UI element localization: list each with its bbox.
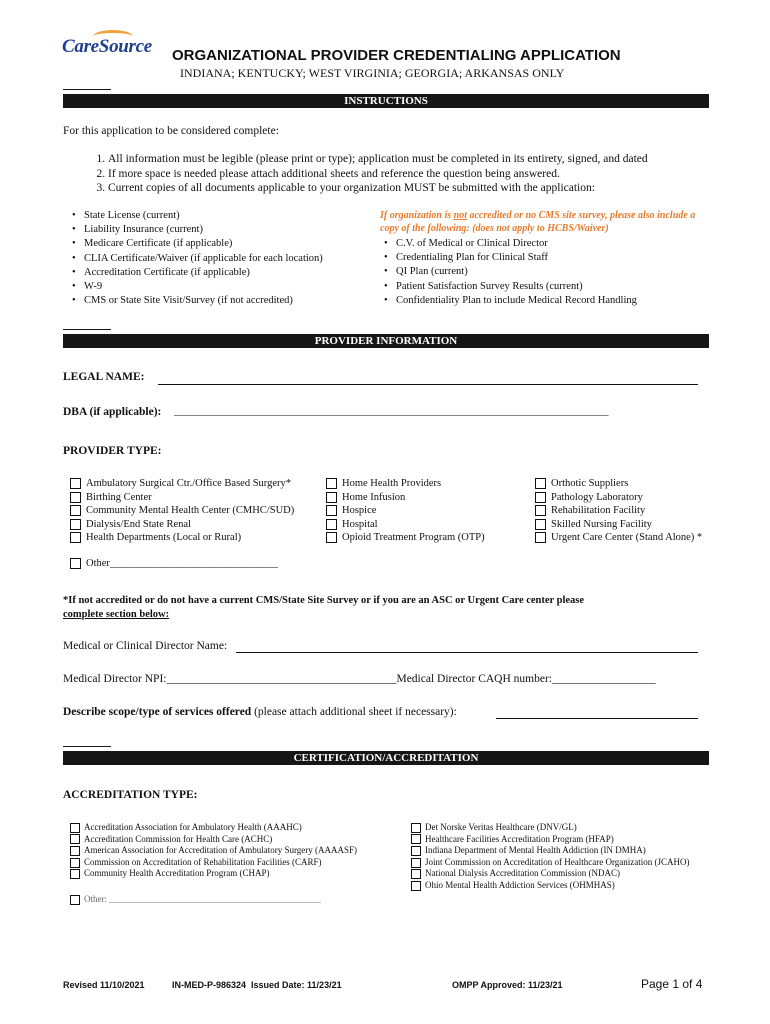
instruction-step: 3. Current copies of all documents applicable to your organization MUST be submitted with the application: bbox=[108, 181, 648, 196]
accreditation-option[interactable] bbox=[70, 857, 357, 869]
page-number: Page 1 of 4 bbox=[641, 977, 703, 991]
provider-type-option[interactable] bbox=[326, 531, 485, 545]
option-label: Accreditation Commission for Health Care (ACHC) bbox=[84, 833, 273, 844]
option-label: Pathology Laboratory bbox=[551, 491, 643, 503]
list-item: • W-9 bbox=[84, 280, 323, 294]
checkbox-icon[interactable] bbox=[326, 505, 337, 516]
provider-type-other bbox=[70, 557, 278, 571]
checkbox-icon[interactable] bbox=[70, 505, 81, 516]
provider-type-option[interactable] bbox=[70, 504, 294, 518]
accreditation-option[interactable] bbox=[411, 880, 690, 892]
accreditation-option[interactable] bbox=[70, 834, 357, 846]
legal-name-label: LEGAL NAME: bbox=[63, 371, 145, 383]
page-title: ORGANIZATIONAL PROVIDER CREDENTIALING APPLICATION bbox=[172, 47, 621, 64]
provider-type-column-1 bbox=[70, 477, 294, 545]
checkbox-icon[interactable] bbox=[411, 846, 421, 856]
accreditation-option[interactable] bbox=[70, 822, 357, 834]
list-item: • CMS or State Site Visit/Survey (if not accredited) bbox=[84, 294, 323, 308]
provider-type-label: PROVIDER TYPE: bbox=[63, 445, 162, 457]
checkbox-icon[interactable] bbox=[70, 895, 80, 905]
option-label: Det Norske Veritas Healthcare (DNV/GL) bbox=[425, 822, 577, 832]
option-label: Health Departments (Local or Rural) bbox=[86, 532, 242, 543]
checkbox-icon[interactable] bbox=[535, 505, 546, 516]
checkbox-icon[interactable] bbox=[70, 532, 81, 543]
checkbox-icon[interactable] bbox=[535, 478, 546, 489]
legal-name-field[interactable] bbox=[158, 370, 698, 385]
instructions-steps bbox=[63, 152, 648, 196]
instructions-intro: For this application to be considered complete: bbox=[63, 125, 279, 137]
accreditation-type-label: ACCREDITATION TYPE: bbox=[63, 789, 198, 801]
checkbox-icon[interactable] bbox=[70, 846, 80, 856]
scope-label-bold: Describe scope/type of services offered bbox=[63, 706, 252, 718]
scope-label bbox=[63, 706, 457, 718]
certification-heading: CERTIFICATION/ACCREDITATION bbox=[63, 751, 709, 765]
option-label: Hospice bbox=[342, 505, 377, 516]
option-label: Indiana Department of Mental Health Addiction (IN DMHA) bbox=[425, 845, 646, 856]
provider-type-option[interactable] bbox=[535, 477, 702, 491]
accreditation-option[interactable] bbox=[70, 894, 321, 906]
note-text: accredited or no CMS site survey, please also include a copy of the following: (does not apply to HCBS/Waiver) bbox=[380, 210, 696, 234]
checkbox-icon[interactable] bbox=[326, 478, 337, 489]
checkbox-icon[interactable] bbox=[70, 492, 81, 503]
option-label: Community Mental Health Center (CMHC/SUD) bbox=[86, 505, 295, 516]
checkbox-icon[interactable] bbox=[411, 834, 421, 844]
provider-type-option[interactable] bbox=[326, 504, 485, 518]
list-item: • Confidentiality Plan to include Medical Record Handling bbox=[396, 294, 637, 308]
option-label: Dialysis/End State Renal bbox=[86, 518, 191, 530]
instructions-heading: INSTRUCTIONS bbox=[63, 94, 709, 108]
required-documents-list bbox=[68, 209, 323, 308]
dba-label: DBA (if applicable): bbox=[63, 406, 162, 418]
checkbox-icon[interactable] bbox=[535, 532, 546, 543]
option-label: Accreditation Association for Ambulatory Health (AAAHC) bbox=[84, 822, 302, 832]
accreditation-option[interactable] bbox=[70, 868, 357, 880]
provider-type-option[interactable] bbox=[70, 518, 294, 532]
scope-field[interactable] bbox=[496, 705, 698, 719]
list-item: • Accreditation Certificate (if applicable) bbox=[84, 266, 323, 280]
option-label: Home Health Providers bbox=[342, 478, 442, 489]
checkbox-icon[interactable] bbox=[70, 478, 81, 489]
option-label: Birthing Center bbox=[86, 491, 152, 503]
option-label: Skilled Nursing Facility bbox=[551, 518, 652, 530]
checkbox-icon[interactable] bbox=[411, 858, 421, 868]
option-label: Orthotic Suppliers bbox=[551, 478, 629, 489]
director-name-field[interactable] bbox=[236, 640, 698, 653]
checkbox-icon[interactable] bbox=[411, 869, 421, 879]
checkbox-icon[interactable] bbox=[326, 519, 337, 530]
checkbox-icon[interactable] bbox=[70, 858, 80, 868]
checkbox-icon[interactable] bbox=[535, 492, 546, 503]
provider-type-column-3 bbox=[535, 477, 702, 545]
checkbox-icon[interactable] bbox=[70, 834, 80, 844]
provider-type-option[interactable] bbox=[535, 504, 702, 518]
list-item: • Credentialing Plan for Clinical Staff bbox=[396, 251, 637, 265]
provider-type-option[interactable] bbox=[326, 518, 485, 532]
note-line: *If not accredited or do not have a current CMS/State Site Survey or if you are an ASC or Urgent Care center please bbox=[63, 595, 585, 606]
director-name-label: Medical or Clinical Director Name: bbox=[63, 640, 228, 652]
accreditation-option[interactable] bbox=[411, 845, 690, 857]
accreditation-option[interactable] bbox=[411, 857, 690, 869]
provider-type-option[interactable] bbox=[70, 531, 294, 545]
option-label: Other________________________________ bbox=[86, 558, 278, 569]
note-emphasis: not bbox=[453, 210, 467, 221]
provider-type-option[interactable] bbox=[535, 491, 702, 505]
checkbox-icon[interactable] bbox=[326, 532, 337, 543]
checkbox-icon[interactable] bbox=[411, 881, 421, 891]
list-item: • CLIA Certificate/Waiver (if applicable for each location) bbox=[84, 252, 323, 266]
provider-information-heading: PROVIDER INFORMATION bbox=[63, 334, 709, 348]
accreditation-option[interactable] bbox=[411, 822, 690, 834]
accreditation-option[interactable] bbox=[70, 845, 357, 857]
instruction-step: 1. All information must be legible (please print or type); application must be completed in its entirety, signed, and dated bbox=[108, 152, 648, 167]
provider-type-option[interactable] bbox=[326, 477, 485, 491]
not-accredited-note bbox=[380, 209, 700, 235]
option-label: Healthcare Facilities Accreditation Program (HFAP) bbox=[425, 833, 614, 844]
checkbox-icon[interactable] bbox=[411, 823, 421, 833]
note-text: If organization is bbox=[380, 210, 454, 221]
list-item: • C.V. of Medical or Clinical Director bbox=[396, 237, 637, 251]
option-label: Joint Commission on Accreditation of Healthcare Organization (JCAHO) bbox=[425, 856, 690, 867]
asterisk-note bbox=[63, 594, 584, 622]
list-item: • QI Plan (current) bbox=[396, 265, 637, 279]
not-accredited-documents-list bbox=[380, 237, 637, 308]
checkbox-icon[interactable] bbox=[70, 869, 80, 879]
provider-type-column-2 bbox=[326, 477, 485, 545]
option-label: Home Infusion bbox=[342, 491, 406, 503]
provider-type-option[interactable] bbox=[326, 491, 485, 505]
scope-label-rest: (please attach additional sheet if necessary): bbox=[251, 706, 457, 718]
option-label: National Dialysis Accreditation Commission (NDAC) bbox=[425, 868, 620, 879]
accreditation-column-2 bbox=[411, 822, 690, 892]
accreditation-option[interactable] bbox=[411, 834, 690, 846]
option-label: Ambulatory Surgical Ctr./Office Based Surgery* bbox=[86, 478, 292, 489]
caresource-logo: CareSource bbox=[62, 36, 152, 57]
list-item: • State License (current) bbox=[84, 209, 323, 223]
note-line: complete section below: bbox=[63, 609, 170, 620]
option-label: Rehabilitation Facility bbox=[551, 505, 646, 516]
checkbox-icon[interactable] bbox=[70, 558, 81, 569]
option-label: Other: _______________________________________________ bbox=[84, 894, 321, 904]
checkbox-icon[interactable] bbox=[326, 492, 337, 503]
option-label: American Association for Accreditation of Ambulatory Surgery (AAAASF) bbox=[84, 845, 358, 856]
option-label: Ohio Mental Health Addiction Services (OHMHAS) bbox=[425, 879, 615, 890]
provider-type-option[interactable] bbox=[70, 477, 294, 491]
provider-type-option[interactable] bbox=[70, 491, 294, 505]
page-subtitle: INDIANA; KENTUCKY; WEST VIRGINIA; GEORGIA; ARKANSAS ONLY bbox=[180, 66, 565, 80]
footer-revised: Revised 11/10/2021 bbox=[63, 980, 145, 990]
accreditation-option[interactable] bbox=[411, 868, 690, 880]
checkbox-icon[interactable] bbox=[535, 519, 546, 530]
checkbox-icon[interactable] bbox=[70, 519, 81, 530]
accreditation-other bbox=[70, 894, 321, 906]
checkbox-icon[interactable] bbox=[70, 823, 80, 833]
director-npi-caqh-row[interactable]: Medical Director NPI:________________________________________Medical Director CAQH number:__________________ bbox=[63, 673, 656, 685]
option-label: Opioid Treatment Program (OTP) bbox=[342, 532, 485, 543]
option-label: Urgent Care Center (Stand Alone) * bbox=[551, 532, 703, 543]
list-item: • Liability Insurance (current) bbox=[84, 223, 323, 237]
footer-doc-id: IN-MED-P-986324 Issued Date: 11/23/21 bbox=[172, 980, 342, 990]
list-item: • Patient Satisfaction Survey Results (current) bbox=[396, 280, 637, 294]
instruction-step: 2. If more space is needed please attach additional sheets and reference the question being answered. bbox=[108, 167, 648, 182]
provider-type-option[interactable] bbox=[70, 557, 278, 571]
footer-approved: OMPP Approved: 11/23/21 bbox=[452, 980, 563, 990]
accreditation-column-1 bbox=[70, 822, 357, 880]
option-label: Hospital bbox=[342, 518, 378, 530]
option-label: Commission on Accreditation of Rehabilitation Facilities (CARF) bbox=[84, 856, 322, 867]
provider-type-option[interactable] bbox=[535, 518, 702, 532]
dba-field[interactable]: _______________________________________________________________________________ bbox=[174, 405, 609, 417]
option-label: Community Health Accreditation Program (CHAP) bbox=[84, 868, 270, 879]
provider-type-option[interactable] bbox=[535, 531, 702, 545]
list-item: • Medicare Certificate (if applicable) bbox=[84, 237, 323, 251]
